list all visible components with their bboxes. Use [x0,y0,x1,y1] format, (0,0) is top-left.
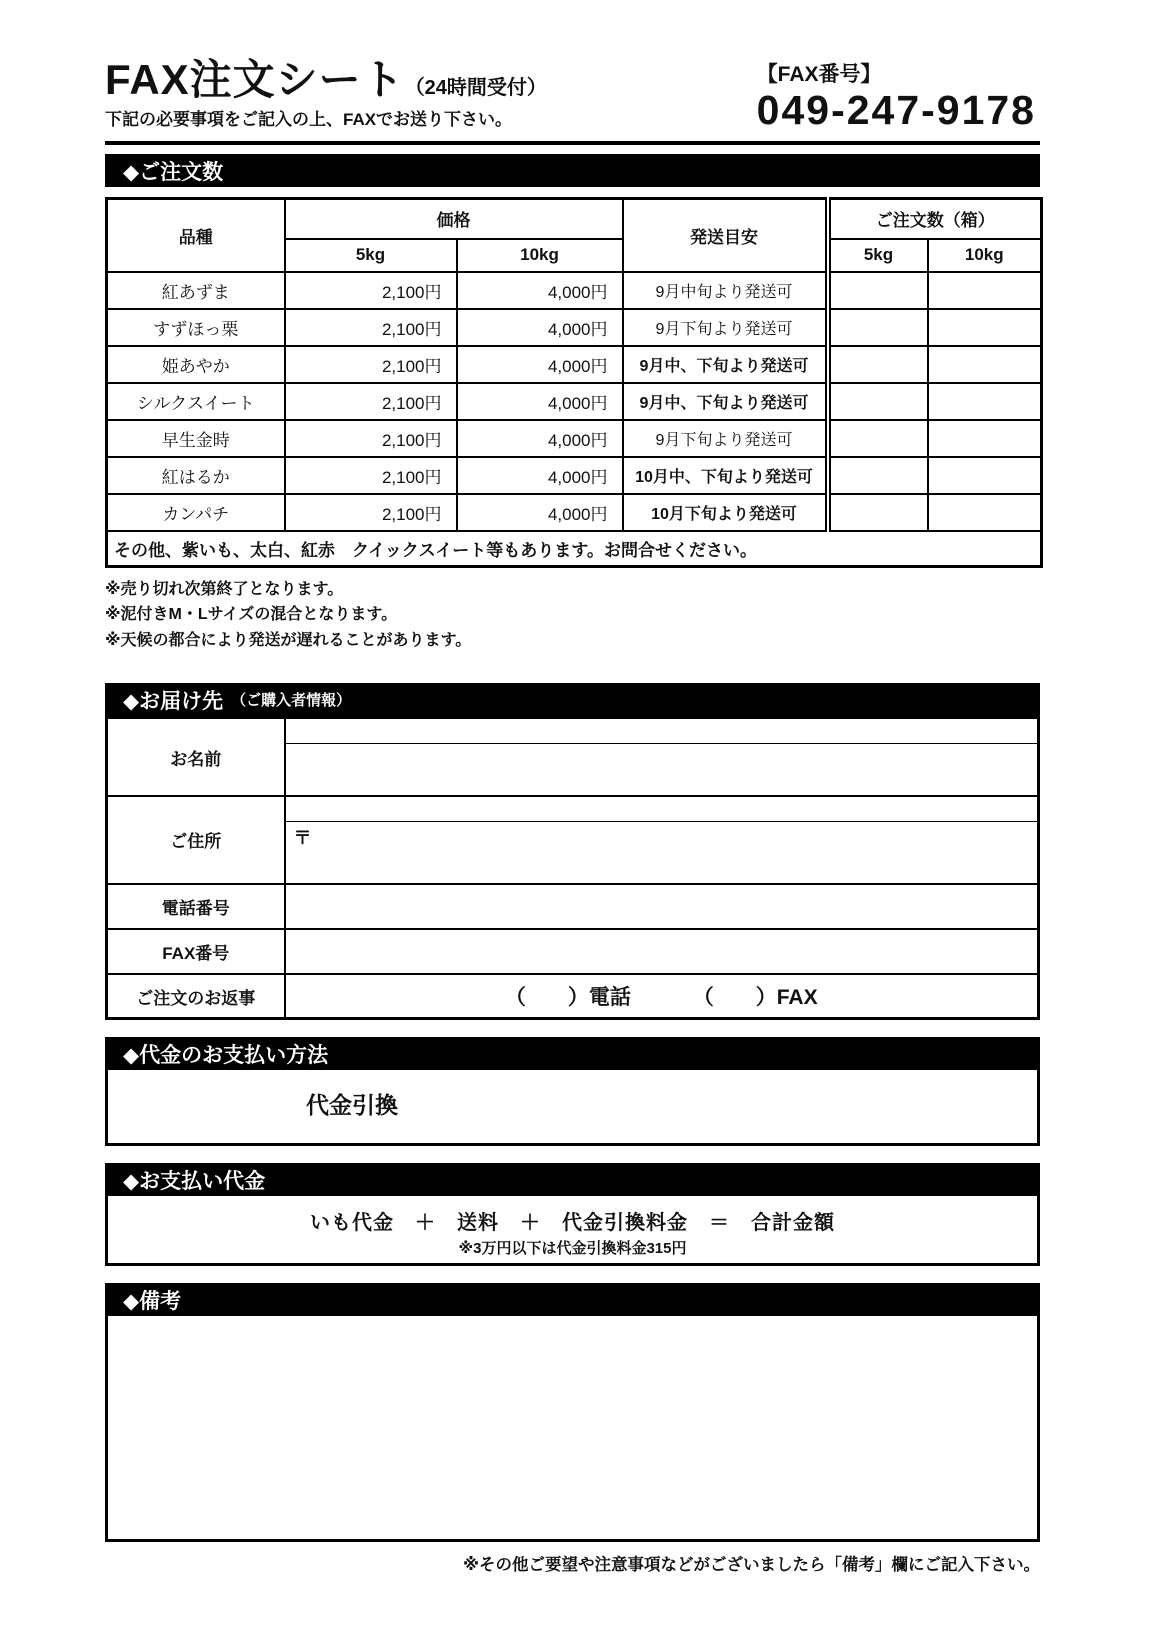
col-header-price: 価格 [285,199,623,239]
price-10kg: 4,000円 [457,272,623,309]
price-10kg: 4,000円 [457,383,623,420]
section-heading-delivery-note: （ご購入者情報） [231,692,352,710]
fax-number-label: 【FAX番号】 [756,63,882,86]
price-5kg: 2,100円 [285,346,457,383]
col-header-variety: 品種 [107,199,285,272]
footer-remarks-note: ※その他ご要望や注意事項などがございましたら「備考」欄にご記入下さい。 [462,1556,1040,1575]
note-weather-delay: ※天候の都合により発送が遅れることがあります。 [105,631,472,649]
table-row [107,309,1042,346]
address-furigana-line[interactable] [286,797,1038,822]
order-qty-5kg-cell[interactable] [828,457,928,494]
delivery-form-table [105,716,1040,1020]
order-table [105,197,1043,568]
variety-name: 姫あやか [107,346,285,383]
table-row [107,420,1042,457]
order-qty-5kg-cell[interactable] [828,420,928,457]
order-qty-5kg-cell[interactable] [828,494,928,531]
page-title: FAX注文シート [105,56,405,103]
other-varieties-note: その他、紫いも、太白、紅赤 クイックスイート等もあります。お問合せください。 [107,531,1042,567]
col-header-qty-10kg: 10kg [928,239,1042,272]
payment-method-value: 代金引換 [306,1092,398,1119]
order-qty-5kg-cell[interactable] [828,346,928,383]
order-qty-10kg-cell[interactable] [928,272,1042,309]
shipping-estimate: 9月下旬より発送可 [623,309,828,346]
shipping-estimate: 9月中、下旬より発送可 [623,346,828,383]
payment-amount-section [105,1163,1040,1266]
address-label: ご住所 [107,796,285,884]
price-5kg: 2,100円 [285,457,457,494]
order-qty-5kg-cell[interactable] [828,272,928,309]
table-row [107,457,1042,494]
header-instruction: 下記の必要事項をご記入の上、FAXでお送り下さい。 [105,110,513,130]
name-field[interactable] [285,718,1039,796]
price-5kg: 2,100円 [285,494,457,531]
price-5kg: 2,100円 [285,420,457,457]
order-qty-10kg-cell[interactable] [928,346,1042,383]
remarks-input-box[interactable] [105,1316,1040,1542]
header-divider [105,141,1040,145]
remarks-section [105,1283,1040,1542]
col-header-price-5kg: 5kg [285,239,457,272]
col-header-order-count: ご注文数（箱） [828,199,1042,239]
delivery-section [105,683,1040,1020]
section-heading-order [105,154,1040,187]
reply-option-phone-checkbox[interactable]: （ ）電話 [504,986,631,1010]
phone-field[interactable] [285,884,1039,929]
fax-field[interactable] [285,929,1039,974]
name-label: お名前 [107,718,285,796]
order-qty-5kg-cell[interactable] [828,383,928,420]
shipping-estimate: 10月下旬より発送可 [623,494,828,531]
table-row [107,346,1042,383]
order-qty-10kg-cell[interactable] [928,457,1042,494]
section-heading-payment-amount [105,1163,1040,1196]
variety-name: 紅はるか [107,457,285,494]
variety-name: 紅あずま [107,272,285,309]
postal-code-mark: 〒 [293,827,312,848]
section-heading-delivery-label: ◆お届け先 [123,689,224,713]
section-heading-delivery [105,683,1040,716]
variety-name: 早生金時 [107,420,285,457]
variety-name: カンパチ [107,494,285,531]
reply-label: ご注文のお返事 [107,974,285,1019]
section-heading-order-label: ◆ご注文数 [123,160,224,184]
form-row-address [107,796,1039,884]
price-10kg: 4,000円 [457,457,623,494]
order-qty-10kg-cell[interactable] [928,420,1042,457]
section-heading-payment-method [105,1037,1040,1070]
table-row [107,494,1042,531]
price-10kg: 4,000円 [457,309,623,346]
col-header-price-10kg: 10kg [457,239,623,272]
table-row [107,272,1042,309]
price-10kg: 4,000円 [457,346,623,383]
variety-name: シルクスイート [107,383,285,420]
payment-formula: いも代金 ＋ 送料 ＋ 代金引換料金 ＝ 合計金額 [310,1212,835,1235]
price-5kg: 2,100円 [285,272,457,309]
header-left [105,58,547,130]
order-qty-10kg-cell[interactable] [928,309,1042,346]
payment-method-box [105,1070,1040,1146]
order-qty-10kg-cell[interactable] [928,383,1042,420]
col-header-shipping: 発送目安 [623,199,828,272]
order-qty-5kg-cell[interactable] [828,309,928,346]
fax-number-value: 049-247-9178 [756,87,1036,133]
price-5kg: 2,100円 [285,309,457,346]
payment-amount-box [105,1196,1040,1266]
note-size-mix: ※泥付きM・Lサイズの混合となります。 [105,606,398,624]
section-heading-payment-amount-label: ◆お支払い代金 [123,1169,266,1193]
price-10kg: 4,000円 [457,420,623,457]
table-footer-note-row [107,531,1042,567]
form-row-fax [107,929,1039,974]
shipping-estimate: 10月中、下旬より発送可 [623,457,828,494]
fax-label: FAX番号 [107,929,285,974]
title-note: （24時間受付） [404,77,547,99]
shipping-estimate: 9月中旬より発送可 [623,272,828,309]
price-10kg: 4,000円 [457,494,623,531]
section-heading-remarks-label: ◆備考 [123,1289,182,1313]
shipping-estimate: 9月中、下旬より発送可 [623,383,828,420]
form-row-reply [107,974,1039,1019]
form-row-name [107,718,1039,796]
payment-method-section [105,1037,1040,1146]
fax-number-block [757,58,1040,133]
col-header-qty-5kg: 5kg [828,239,928,272]
reply-option-fax-checkbox[interactable]: （ ）FAX [692,986,818,1010]
section-heading-remarks [105,1283,1040,1316]
shipping-estimate: 9月下旬より発送可 [623,420,828,457]
note-sold-out: ※売り切れ次第終了となります。 [105,580,344,598]
table-row [107,383,1042,420]
section-heading-payment-method-label: ◆代金のお支払い方法 [123,1043,329,1067]
payment-formula-note: ※3万円以下は代金引換料金315円 [458,1240,687,1258]
order-qty-10kg-cell[interactable] [928,494,1042,531]
reply-options-field [285,974,1039,1019]
name-furigana-line[interactable] [286,719,1038,744]
price-5kg: 2,100円 [285,383,457,420]
order-notes [105,577,1040,654]
variety-name: すずほっ栗 [107,309,285,346]
address-field[interactable] [285,796,1039,884]
phone-label: 電話番号 [107,884,285,929]
form-row-phone [107,884,1039,929]
header [105,58,1040,133]
